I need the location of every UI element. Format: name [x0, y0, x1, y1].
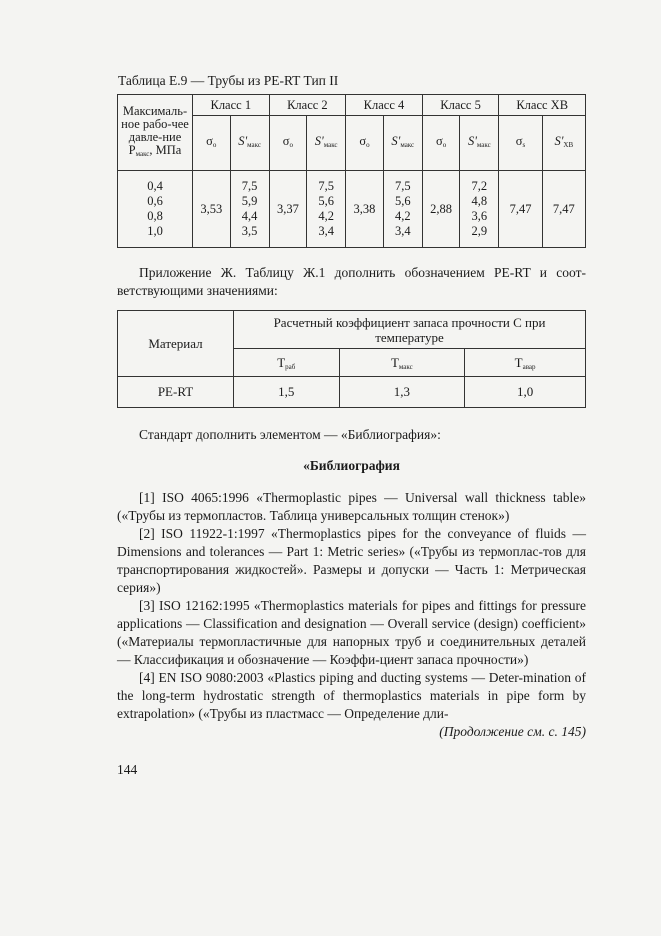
- s-values: [230, 171, 269, 248]
- bibliography-item: [3] ISO 12162:1995 «Thermoplastics materials for pipes and fittings for pressure applications — Classification and designation — Overall service (design) coefficient» («Материалы термопластичные для напорных труб и соединительных деталей — Классификация и обозначение — Коэффи-циент запаса прочности»): [117, 598, 586, 667]
- s-value: 3,6: [471, 209, 488, 223]
- material-value: PE-RT: [118, 377, 234, 408]
- s-value: 7,5: [318, 179, 334, 193]
- pressure-value: 0,6: [147, 194, 163, 208]
- material-header: Материал: [118, 311, 234, 377]
- sigma-sub: o: [289, 141, 293, 149]
- pressure-value: 1,0: [147, 224, 163, 238]
- bibliography-item: [1] ISO 4065:1996 «Thermoplastic pipes — Universal wall thickness table» («Трубы из термопластов. Таблица универсальных толщин стенок»): [117, 490, 586, 523]
- s-value: 5,6: [318, 194, 334, 208]
- coef-value: 1,5: [234, 377, 340, 408]
- t-sub: авар: [522, 362, 536, 371]
- table-e9: [117, 94, 586, 248]
- table-zh1: [117, 310, 586, 408]
- pressure-header: [118, 95, 193, 171]
- sigma-header: [193, 116, 231, 171]
- sigma-header: [499, 116, 542, 171]
- sigma-symbol: σ: [435, 134, 443, 148]
- class-header: Класс 1: [193, 95, 270, 116]
- class-header: Класс 5: [422, 95, 499, 116]
- s-sub: макс: [247, 141, 261, 149]
- page-number: 144: [117, 762, 138, 777]
- class-header: Класс 2: [269, 95, 346, 116]
- s-value: 2,9: [471, 224, 488, 238]
- s-header: [307, 116, 346, 171]
- s-values: [460, 171, 499, 248]
- continuation-note: (Продолжение см. с. 145): [439, 724, 586, 739]
- coef-header: Расчетный коэффициент запаса прочности С при температуре: [234, 311, 586, 349]
- sigma-sub: s: [522, 141, 526, 149]
- s-value: 3,5: [241, 224, 258, 238]
- sigma-value: 2,88: [422, 171, 460, 248]
- coef-value: 1,3: [339, 377, 465, 408]
- sigma-header: [422, 116, 460, 171]
- temp-header: [465, 349, 586, 377]
- s-symbol: S': [391, 134, 401, 148]
- bibliography-list: [117, 489, 586, 723]
- sigma-symbol: σ: [515, 134, 523, 148]
- sigma-header: [346, 116, 384, 171]
- s-value: 4,8: [471, 194, 488, 208]
- s-value: 4,2: [318, 209, 334, 223]
- sigma-value: 3,53: [193, 171, 231, 248]
- sigma-sub: o: [212, 141, 217, 149]
- s-value: 5,6: [394, 194, 411, 208]
- t-symbol: Т: [277, 354, 286, 370]
- standard-paragraph: Стандарт дополнить элементом — «Библиография»:: [139, 427, 441, 442]
- sigma-header: [269, 116, 307, 171]
- sigma-symbol: σ: [282, 134, 290, 148]
- bibliography-item: [4] EN ISO 9080:2003 «Plastics piping and ducting systems — Deter-mination of the long-term hydrostatic strength of thermoplastics materials in pipe form by extrapolation» («Трубы из пластмасс — Определение дли-: [117, 670, 586, 721]
- pressure-header-unit: , МПа: [149, 142, 182, 157]
- s-value: 4,4: [241, 209, 258, 223]
- s-value: 4,2: [394, 209, 411, 223]
- s-header: [230, 116, 269, 171]
- s-value: 7,5: [241, 179, 258, 193]
- pressure-header-sub: макс: [135, 149, 150, 158]
- s-value: 3,4: [394, 224, 411, 238]
- class-header: Класс XB: [499, 95, 586, 116]
- s-sub: макс: [476, 141, 491, 149]
- bibliography-item: [2] ISO 11922-1:1997 «Thermoplastics pipes for the conveyance of fluids — Dimensions and tolerances — Part 1: Metric series» («Трубы из термоплас-тов для транспортирования жидкостей». Размеры и допуски — Часть 1: Метрическая серия»): [117, 526, 586, 595]
- s-sub: макс: [323, 141, 338, 149]
- s-header: [542, 116, 585, 171]
- s-values: [383, 171, 422, 248]
- pressure-values: [118, 171, 193, 248]
- s-symbol: S': [314, 134, 324, 148]
- t-sub: раб: [285, 362, 296, 371]
- s-values: [307, 171, 346, 248]
- temp-header: [234, 349, 340, 377]
- bibliography-title: «Библиография: [303, 458, 400, 473]
- class-header: Класс 4: [346, 95, 423, 116]
- t-sub: макс: [398, 362, 413, 371]
- s-symbol: S': [467, 134, 477, 148]
- pressure-header-symbol: P: [128, 142, 136, 157]
- s-sub: макс: [400, 141, 415, 149]
- sigma-symbol: σ: [359, 134, 367, 148]
- pressure-value: 0,8: [147, 209, 163, 223]
- s-header: [383, 116, 422, 171]
- sigma-symbol: σ: [206, 134, 213, 148]
- t-symbol: Т: [514, 354, 523, 370]
- temp-header: [339, 349, 465, 377]
- sigma-value: 3,37: [269, 171, 307, 248]
- s-symbol: S': [554, 134, 564, 148]
- s-value: 5,9: [241, 194, 258, 208]
- coef-value: 1,0: [465, 377, 586, 408]
- sigma-value: 3,38: [346, 171, 384, 248]
- s-header: [460, 116, 499, 171]
- table-e9-caption: Таблица Е.9 — Трубы из PE-RT Тип II: [118, 73, 339, 88]
- s-value: 7,47: [542, 171, 585, 248]
- s-symbol: S': [238, 134, 248, 148]
- pressure-header-text: Максималь-ное рабо-чее давле-ние: [121, 103, 189, 144]
- s-value: 7,5: [394, 179, 411, 193]
- pressure-value: 0,4: [147, 179, 163, 193]
- sigma-sub: o: [442, 141, 447, 149]
- appendix-paragraph: Приложение Ж. Таблицу Ж.1 дополнить обозначением PE-RT и соот-ветствующими значениями:: [117, 265, 586, 298]
- sigma-sub: o: [366, 141, 370, 149]
- sigma-value: 7,47: [499, 171, 542, 248]
- s-sub: XB: [563, 141, 574, 149]
- t-symbol: Т: [390, 354, 399, 370]
- s-value: 3,4: [318, 224, 334, 238]
- s-value: 7,2: [471, 179, 488, 193]
